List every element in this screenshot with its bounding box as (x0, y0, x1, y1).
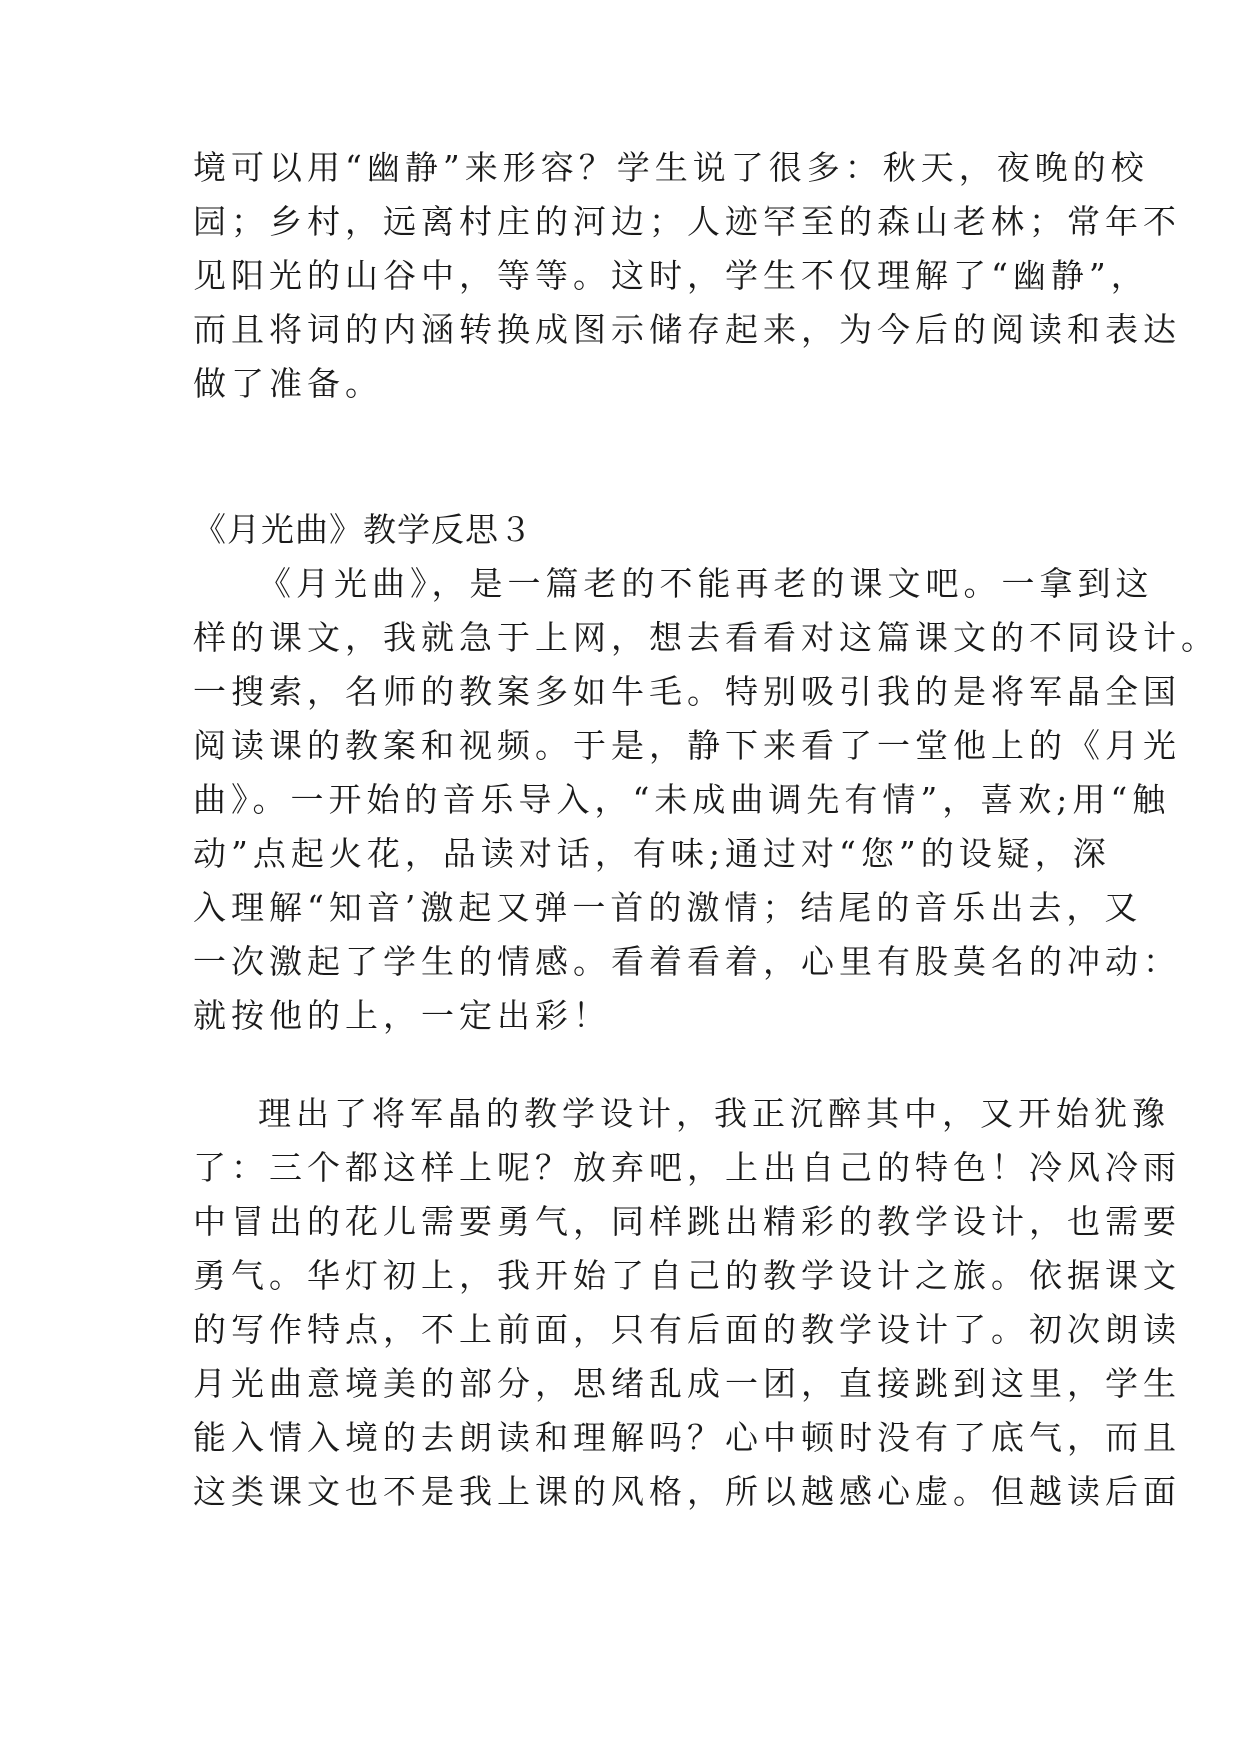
paragraph-2-line-9: 就按他的上，一定出彩！ (193, 996, 611, 1035)
paragraph-3-line-7: 能入情入境的去朗读和理解吗？心中顿时没有了底气，而且 (193, 1418, 1181, 1457)
paragraph-2-line-6: 动”点起火花，品读对话，有味;通过对“您”的设疑，深 (193, 834, 1111, 873)
paragraph-2-line-7: 入理解“知音’激起又弹一首的激情；结尾的音乐出去，又 (193, 888, 1143, 927)
paragraph-3-line-6: 月光曲意境美的部分，思绪乱成一团，直接跳到这里，学生 (193, 1364, 1181, 1403)
paragraph-2-line-2: 样的课文，我就急于上网，想去看看对这篇课文的不同设计。 (193, 618, 1219, 657)
paragraph-1-line-2: 园；乡村，远离村庄的河边；人迹罕至的森山老林；常年不 (193, 202, 1181, 241)
paragraph-1-line-3: 见阳光的山谷中，等等。这时，学生不仅理解了“幽静”， (193, 256, 1149, 295)
paragraph-3-line-4: 勇气。华灯初上，我开始了自己的教学设计之旅。依据课文 (193, 1256, 1181, 1295)
paragraph-2-line-3: 一搜索，名师的教案多如牛毛。特别吸引我的是将军晶全国 (193, 672, 1181, 711)
paragraph-2-line-1: 《月光曲》，是一篇老的不能再老的课文吧。一拿到这 (258, 564, 1154, 603)
paragraph-3-line-5: 的写作特点，不上前面，只有后面的教学设计了。初次朗读 (193, 1310, 1181, 1349)
paragraph-1-line-5: 做了准备。 (193, 364, 383, 403)
paragraph-2-line-8: 一次激起了学生的情感。看着看着，心里有股莫名的冲动： (193, 942, 1181, 981)
paragraph-1-line-4: 而且将词的内涵转换成图示储存起来，为今后的阅读和表达 (193, 310, 1181, 349)
paragraph-3-line-2: 了：三个都这样上呢？放弃吧，上出自己的特色！冷风冷雨 (193, 1148, 1181, 1187)
paragraph-3-line-3: 中冒出的花儿需要勇气，同样跳出精彩的教学设计，也需要 (193, 1202, 1181, 1241)
section-title: 《月光曲》教学反思３ (193, 510, 533, 549)
paragraph-2-line-4: 阅读课的教案和视频。于是，静下来看了一堂他上的《月光 (193, 726, 1181, 765)
paragraph-1-line-1: 境可以用“幽静”来形容？学生说了很多：秋天，夜晚的校 (193, 148, 1149, 187)
paragraph-2-line-5: 曲》。一开始的音乐导入，“未成曲调先有情”，喜欢;用“触 (193, 780, 1171, 819)
paragraph-3-line-1: 理出了将军晶的教学设计，我正沉醉其中，又开始犹豫 (258, 1094, 1170, 1133)
paragraph-3-line-8: 这类课文也不是我上课的风格，所以越感心虚。但越读后面 (193, 1472, 1181, 1511)
